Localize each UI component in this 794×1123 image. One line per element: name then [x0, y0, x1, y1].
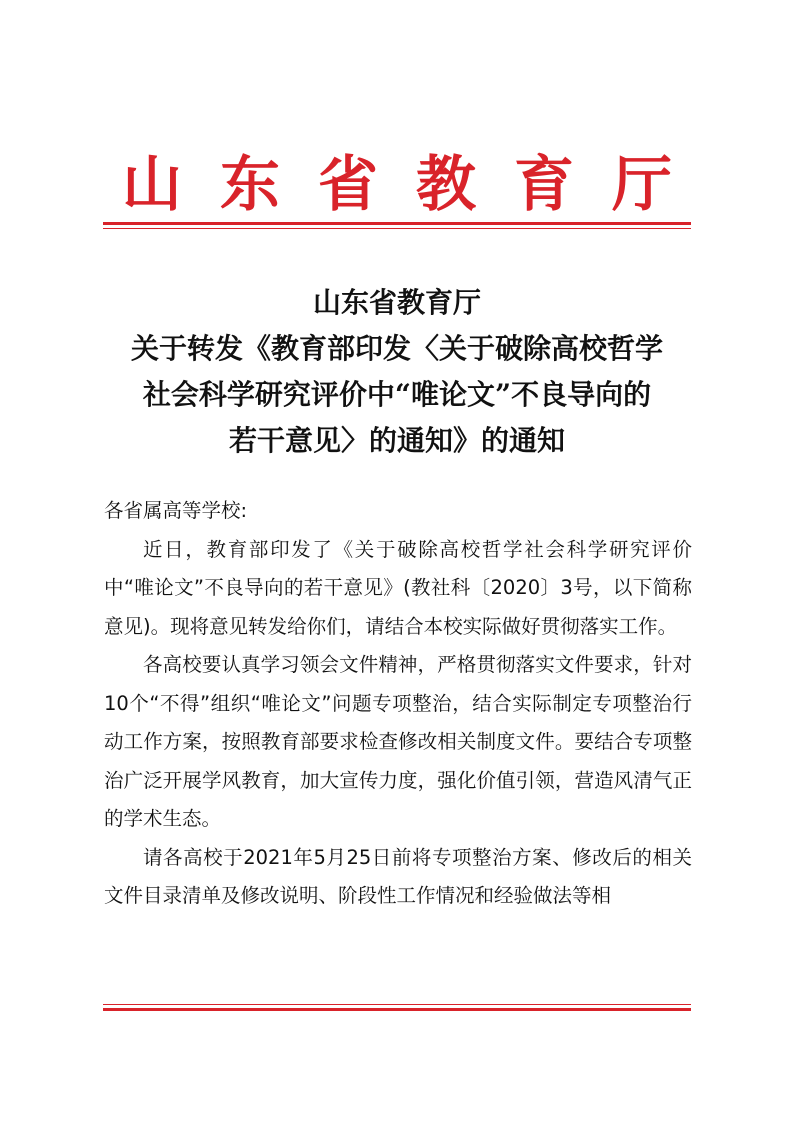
- masthead-char: 育: [514, 150, 612, 220]
- header-red-rule-thick: [103, 222, 691, 225]
- title-line: 若干意见〉的通知》的通知: [228, 424, 565, 457]
- header-red-rule-thin: [103, 228, 691, 229]
- title-line: 社会科学研究评价中“唯论文”不良导向的: [142, 378, 652, 411]
- footer-red-rule-thin: [103, 1004, 691, 1005]
- title-line: 关于转发《教育部印发〈关于破除高校哲学: [130, 332, 663, 365]
- body-paragraph: 请各高校于2021年5月25日前将专项整治方案、修改后的相关文件目录清单及修改说明、阶段性工作情况和经验做法等相: [104, 845, 692, 907]
- salutation: 各省属高等学校:: [104, 499, 248, 522]
- masthead-char: 东: [220, 150, 318, 220]
- footer-red-rule-thick: [103, 1008, 691, 1011]
- document-body: [104, 492, 692, 916]
- masthead-char: 厅: [612, 150, 672, 220]
- masthead-char: 山: [122, 150, 220, 220]
- body-paragraph: 各高校要认真学习领会文件精神，严格贯彻落实文件要求，针对10个“不得”组织“唯论文”问题专项整治，结合实际制定专项整治行动工作方案，按照教育部要求检查修改相关制度文件。要结合专项整治广泛开展学风教育，加大宣传力度，强化价值引领，营造风清气正的学术生态。: [104, 653, 692, 830]
- masthead-char: 省: [318, 150, 416, 220]
- title-line: 山东省教育厅: [312, 286, 481, 319]
- document-title: [100, 280, 694, 464]
- masthead-char: 教: [416, 150, 514, 220]
- body-paragraph: 近日，教育部印发了《关于破除高校哲学社会科学研究评价中“唯论文”不良导向的若干意见》(教社科〔2020〕3号，以下简称意见)。现将意见转发给你们，请结合本校实际做好贯彻落实工作。: [104, 537, 692, 638]
- issuing-authority-masthead: [0, 140, 794, 220]
